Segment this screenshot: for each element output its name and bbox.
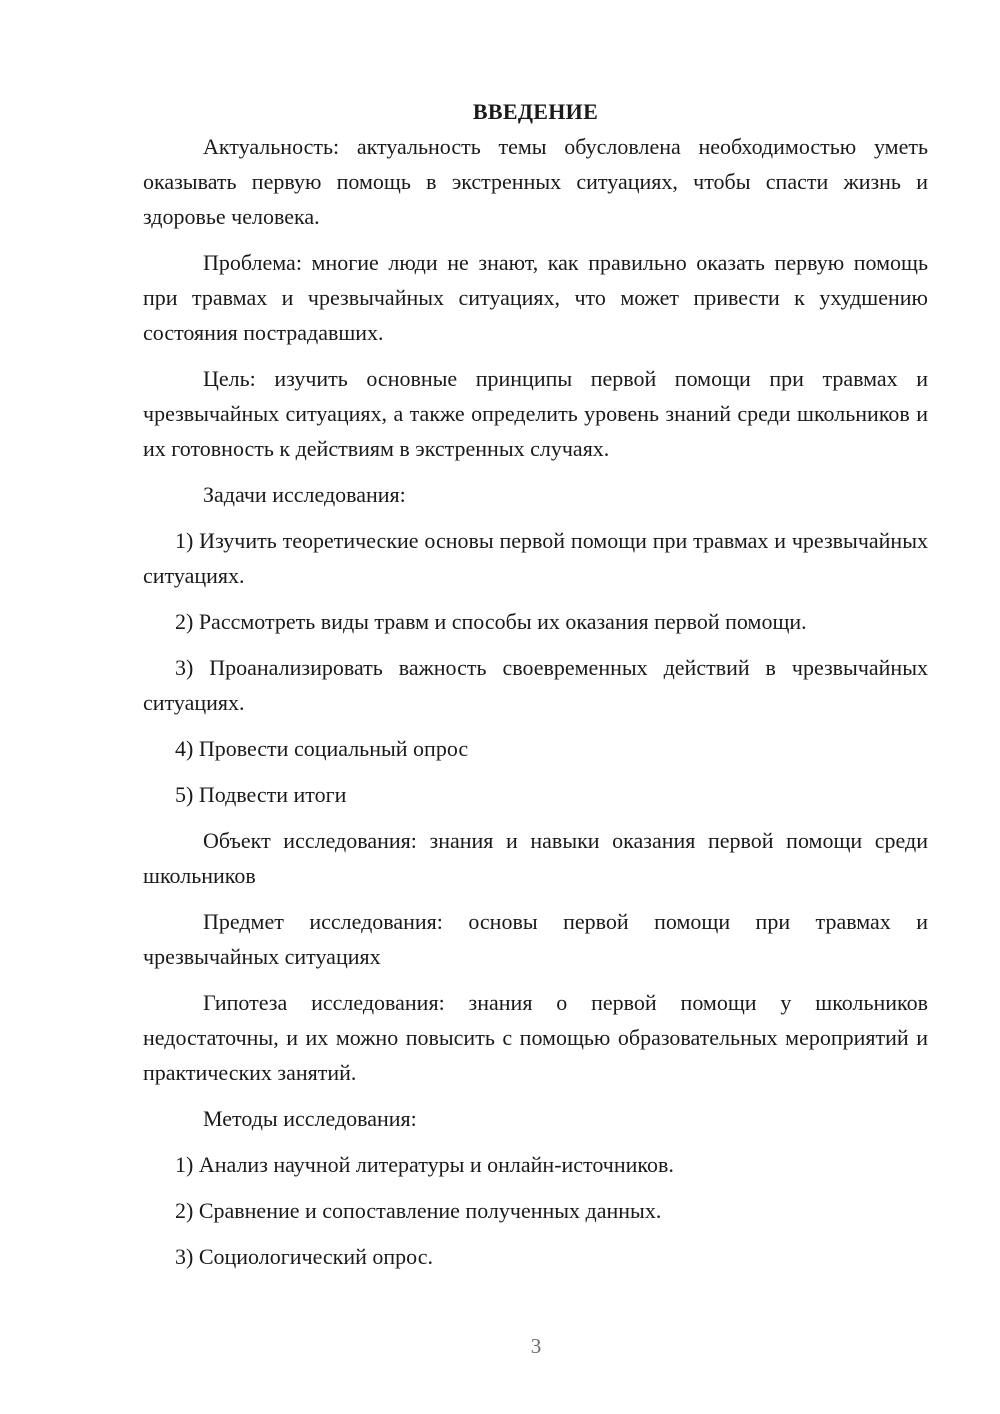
task-item-5: 5) Подвести итоги bbox=[175, 782, 347, 807]
page-number: 3 bbox=[530, 1334, 542, 1358]
goal-paragraph: Цель: изучить основные принципы первой помощи при травмах и чрезвычайных ситуациях, а также определить уровень знаний среди школьников и их готовность к действиям в экстренных случаях. bbox=[143, 366, 928, 461]
task-item-2: 2) Рассмотреть виды травм и способы их оказания первой помощи. bbox=[175, 609, 807, 634]
method-item-1: 1) Анализ научной литературы и онлайн-источников. bbox=[175, 1152, 674, 1177]
method-item-2: 2) Сравнение и сопоставление полученных данных. bbox=[175, 1198, 662, 1223]
task-item-3: 3) Проанализировать важность своевременных действий в чрезвычайных ситуациях. bbox=[143, 655, 928, 715]
methods-heading: Методы исследования: bbox=[203, 1106, 417, 1131]
hypothesis-paragraph: Гипотеза исследования: знания о первой помощи у школьников недостаточны, и их можно повысить с помощью образовательных мероприятий и практических занятий. bbox=[143, 990, 928, 1085]
page-content bbox=[143, 94, 928, 1274]
page-title: ВВЕДЕНИЕ bbox=[472, 99, 599, 124]
method-item-3: 3) Социологический опрос. bbox=[175, 1244, 433, 1269]
tasks-heading: Задачи исследования: bbox=[203, 482, 406, 507]
subject-paragraph: Предмет исследования: основы первой помощи при травмах и чрезвычайных ситуациях bbox=[143, 909, 928, 969]
relevance-paragraph: Актуальность: актуальность темы обусловлена необходимостью уметь оказывать первую помощь в экстренных ситуациях, чтобы спасти жизнь и здоровье человека. bbox=[143, 134, 928, 229]
object-paragraph: Объект исследования: знания и навыки оказания первой помощи среди школьников bbox=[143, 828, 928, 888]
task-item-4: 4) Провести социальный опрос bbox=[175, 736, 469, 761]
task-item-1: 1) Изучить теоретические основы первой помощи при травмах и чрезвычайных ситуациях. bbox=[143, 528, 928, 588]
problem-paragraph: Проблема: многие люди не знают, как правильно оказать первую помощь при травмах и чрезвычайных ситуациях, что может привести к ухудшению состояния пострадавших. bbox=[143, 250, 928, 345]
